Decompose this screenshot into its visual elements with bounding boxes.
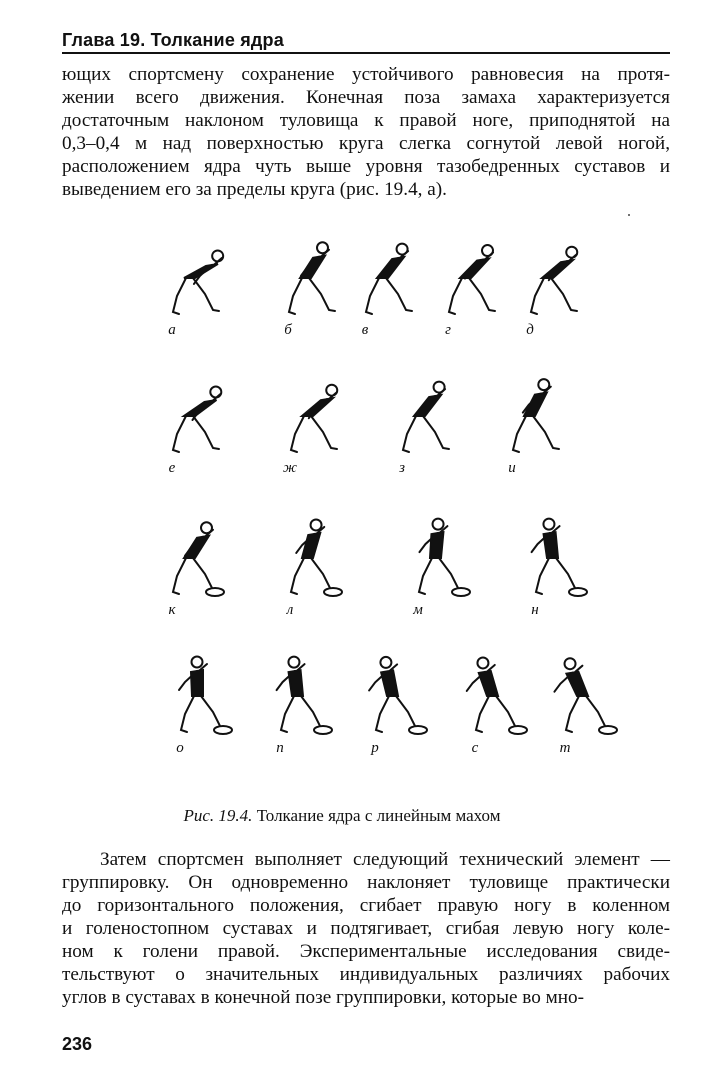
athlete-leg [551, 278, 577, 311]
athlete-figure-frame [388, 510, 483, 618]
athlete-pose-drawing [142, 230, 237, 318]
athlete-leg [173, 558, 186, 594]
athlete-figure-frame [142, 368, 237, 476]
athlete-figure-frame [482, 368, 577, 476]
chapter-title: Глава 19. Толкание ядра [62, 30, 284, 50]
frame-letter: п [276, 740, 284, 756]
athlete-leg [439, 558, 465, 591]
athlete-leg [566, 696, 579, 732]
frame-letter: р [371, 740, 379, 756]
athlete-leg [289, 278, 302, 314]
frame-letter: м [413, 602, 423, 618]
athlete-leg [376, 696, 389, 732]
frame-letter: т [559, 740, 571, 756]
athlete-leg [311, 416, 337, 449]
athlete-leg [419, 558, 432, 594]
text-line: ном к голени правой. Экспериментальные исследования свиде- [62, 941, 670, 962]
athlete-leg [423, 416, 449, 449]
athlete-pose-drawing [505, 510, 600, 598]
athlete-figure-frame [260, 510, 355, 618]
text-line: Затем спортсмен выполняет следующий технический элемент — [100, 849, 670, 870]
text-line: до горизонтального положения, сгибает правую ногу в коленном [62, 895, 670, 916]
athlete-leg [291, 558, 304, 594]
athlete-leg [469, 278, 495, 311]
text-line: выведением его за пределы круга (рис. 19.4, а). [62, 179, 447, 200]
athlete-leg [386, 278, 412, 311]
athlete-figure-frame [445, 648, 540, 756]
frame-letter: ж [283, 460, 297, 476]
athlete-pose-drawing [418, 230, 513, 318]
frame-letter: б [284, 322, 292, 338]
frame-letter: е [168, 460, 176, 476]
athlete-head [192, 657, 203, 668]
toe-board [599, 726, 617, 734]
text-line: 0,3–0,4 м над поверхностью круга слегка согнутой левой ногой, [62, 133, 670, 154]
athlete-torso [430, 532, 443, 558]
athlete-figure-frame [418, 230, 513, 338]
athlete-leg [291, 416, 304, 452]
athlete-leg [281, 696, 294, 732]
athlete-leg [533, 416, 559, 449]
athlete-head [380, 657, 391, 668]
athlete-leg [536, 558, 549, 594]
athlete-pose-drawing [445, 648, 540, 736]
athlete-figure-frame [372, 368, 467, 476]
athlete-leg [193, 278, 219, 311]
toe-board [206, 588, 224, 596]
athlete-pose-drawing [388, 510, 483, 598]
frame-letter: к [168, 602, 176, 618]
toe-board [409, 726, 427, 734]
athlete-leg [531, 278, 544, 314]
athlete-figure-frame [500, 230, 595, 338]
athlete-head [433, 519, 444, 530]
athlete-head [477, 657, 488, 668]
toe-board [314, 726, 332, 734]
athlete-figure-frame [142, 230, 237, 338]
text-line: группировку. Он одновременно наклоняет туловище практически [62, 872, 670, 893]
athlete-leg [201, 696, 227, 729]
athlete-figure-frame [345, 648, 440, 756]
athlete-torso [524, 393, 547, 416]
toe-board [324, 588, 342, 596]
text-line: достаточным наклоном туловища к правой ноге, приподнятой на [62, 110, 670, 131]
athlete-head [212, 250, 223, 261]
athlete-leg [403, 416, 416, 452]
athlete-leg [396, 696, 422, 729]
frame-letter: н [531, 602, 539, 618]
athlete-leg [311, 558, 337, 591]
athlete-leg [173, 278, 186, 314]
frame-letter: г [445, 322, 451, 338]
athlete-leg [513, 416, 526, 452]
text-line: расположением ядра чуть выше уровня тазобедренных суставов и [62, 156, 670, 177]
caption-label: Рис. 19.4. [183, 806, 253, 825]
running-header [62, 30, 670, 52]
athlete-pose-drawing [500, 230, 595, 318]
text-line: жении всего движения. Конечная поза замаха характеризуется [62, 87, 670, 108]
header-rule [62, 52, 670, 54]
athlete-figure-frame [335, 230, 430, 338]
text-line: и голеностопном суставах и подтягивает, сгибая левую ногу коле- [62, 918, 670, 939]
toe-board [214, 726, 232, 734]
page-number: 236 [62, 1034, 93, 1054]
athlete-pose-drawing [335, 230, 430, 318]
athlete-leg [173, 416, 186, 452]
figure-caption [62, 806, 622, 826]
frame-letter: л [286, 602, 294, 618]
athlete-pose-drawing [260, 368, 355, 456]
frame-letter: и [508, 460, 516, 476]
athlete-leg [476, 696, 489, 732]
athlete-leg [586, 696, 612, 729]
athlete-leg [193, 558, 219, 591]
athlete-pose-drawing [142, 368, 237, 456]
frame-letter: с [471, 740, 479, 756]
caption-text: Толкание ядра с линейным махом [256, 806, 501, 825]
athlete-pose-drawing [482, 368, 577, 456]
athlete-leg [193, 416, 219, 449]
frame-letter: о [176, 740, 184, 756]
athlete-torso [300, 256, 325, 278]
athlete-head [311, 519, 322, 530]
frame-letter: а [168, 322, 176, 338]
athlete-pose-drawing [150, 648, 245, 736]
toe-board [569, 588, 587, 596]
athlete-figure-frame [150, 648, 245, 756]
frame-letter: д [526, 322, 534, 338]
text-line: углов в суставах в конечной позе группировки, которые во мно- [62, 987, 584, 1008]
athlete-leg [366, 278, 379, 314]
athlete-leg [181, 696, 194, 732]
athlete-head [543, 519, 554, 530]
print-speck [628, 214, 630, 216]
toe-board [509, 726, 527, 734]
athlete-leg [556, 558, 582, 591]
athlete-figure-frame [142, 510, 237, 618]
figure-shot-put-sequence [120, 220, 640, 860]
athlete-pose-drawing [372, 368, 467, 456]
athlete-head [565, 658, 576, 669]
athlete-pose-drawing [345, 648, 440, 736]
paragraph-top [62, 63, 670, 203]
athlete-head [288, 657, 299, 668]
athlete-figure-frame [250, 648, 345, 756]
athlete-pose-drawing [260, 510, 355, 598]
athlete-pose-drawing [142, 510, 237, 598]
text-line: ющих спортсмену сохранение устойчивого равновесия на протя- [62, 64, 670, 85]
frame-letter: в [361, 322, 369, 338]
athlete-figure-frame [260, 368, 355, 476]
frame-letter: з [399, 460, 405, 476]
athlete-leg [496, 696, 522, 729]
text-line: тельствуют о значительных индивидуальных различиях рабочих [62, 964, 670, 985]
athlete-pose-drawing [535, 648, 630, 736]
athlete-figure-frame [535, 648, 630, 756]
athlete-leg [309, 278, 335, 311]
athlete-torso [184, 536, 209, 558]
toe-board [452, 588, 470, 596]
athlete-torso [184, 400, 216, 416]
athlete-leg [449, 278, 462, 314]
athlete-pose-drawing [250, 648, 345, 736]
paragraph-bottom [62, 848, 670, 1026]
athlete-figure-frame [505, 510, 600, 618]
athlete-leg [301, 696, 327, 729]
